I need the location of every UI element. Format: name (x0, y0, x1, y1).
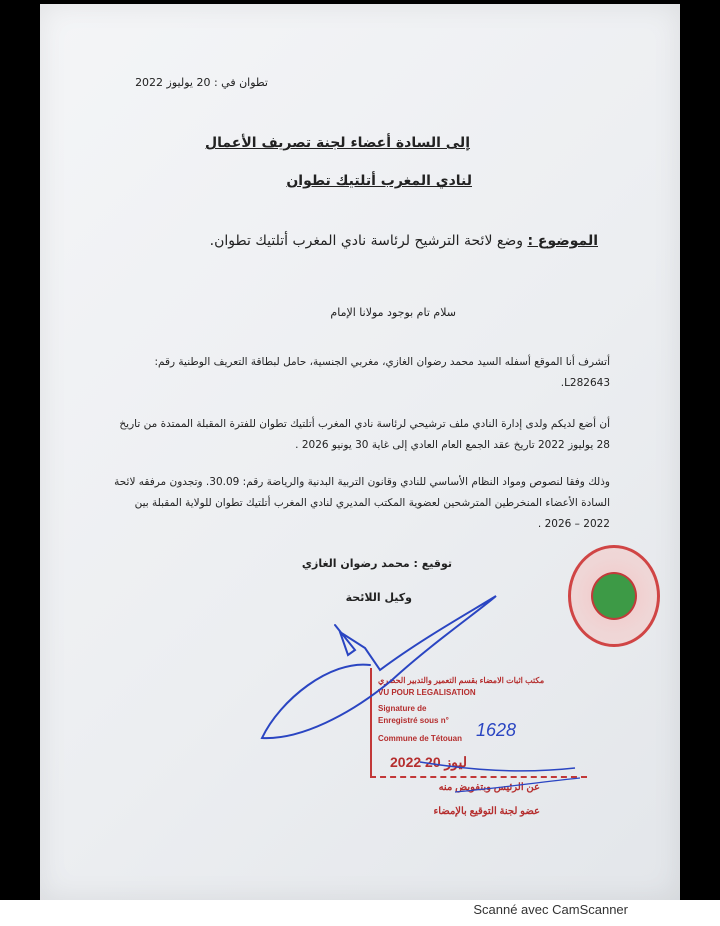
stamp-number: 1628 (476, 720, 517, 740)
signature-label: توقيع : محمد رضوان الغازي (301, 557, 452, 570)
addressee-line-1: إلى السادة أعضاء لجنة تصريف الأعمال (205, 135, 470, 151)
camscanner-watermark: Scanné avec CamScanner (473, 902, 628, 917)
addressee-line-2: لنادي المغرب أتلتيك تطوان (286, 173, 472, 189)
subject-label: الموضوع : (527, 233, 598, 249)
paragraph-1: أتشرف أنا الموقع أسفله السيد محمد رضوان الغازي، مغربي الجنسية، حامل لبطاقة التعريف الوطنية رقم: L282643. (154, 356, 610, 389)
stamp-line-3: Signature de (378, 704, 427, 713)
stamp-bottom-line-1: عن الرئيس وبتفويض منه (438, 782, 540, 793)
stamp-line-4: Enregistré sous n° (378, 716, 449, 725)
stamp-line-2: VU POUR LEGALISATION (378, 688, 476, 697)
agent-label: وكيل اللائحة (345, 591, 412, 604)
stamp-bottom-line-2: عضو لجنة التوقيع بالإمضاء (433, 806, 540, 817)
subject-text: وضع لائحة الترشيح لرئاسة نادي المغرب أتلتيك تطوان. (209, 233, 528, 249)
letter-date: تطوان في : 20 يوليوز 2022 (135, 76, 268, 89)
stamp-date: 2022 ليوز 20 (390, 754, 467, 770)
paragraph-2: أن أضع لديكم ولدى إدارة النادي ملف ترشيحي لرئاسة نادي المغرب أتلتيك تطوان للفترة المقبلة الممتدة من تاريخ 28 يوليوز 2022 تاريخ عقد الجمع العام العادي إلى غاية 30 يونيو 2026 . (119, 418, 610, 451)
stamp-line-5: Commune de Tétouan (378, 734, 463, 743)
greeting: سلام تام بوجود مولانا الإمام (330, 306, 456, 319)
paragraph-3: وذلك وفقا لنصوص ومواد النظام الأساسي للنادي وقانون التربية البدنية والرياضة رقم: 30.09. وتجدون مرفقه لائحة السادة الأعضاء المنخرطين المترشحين لعضوية المكتب المديري لنادي المغرب أتلتيك تطوان للولاية المقبلة بين 2022 – 2026 . (114, 476, 610, 530)
stamp-line-1: مكتب اثبات الامضاء بقسم التعمير والتدبير الحضري (378, 676, 545, 685)
